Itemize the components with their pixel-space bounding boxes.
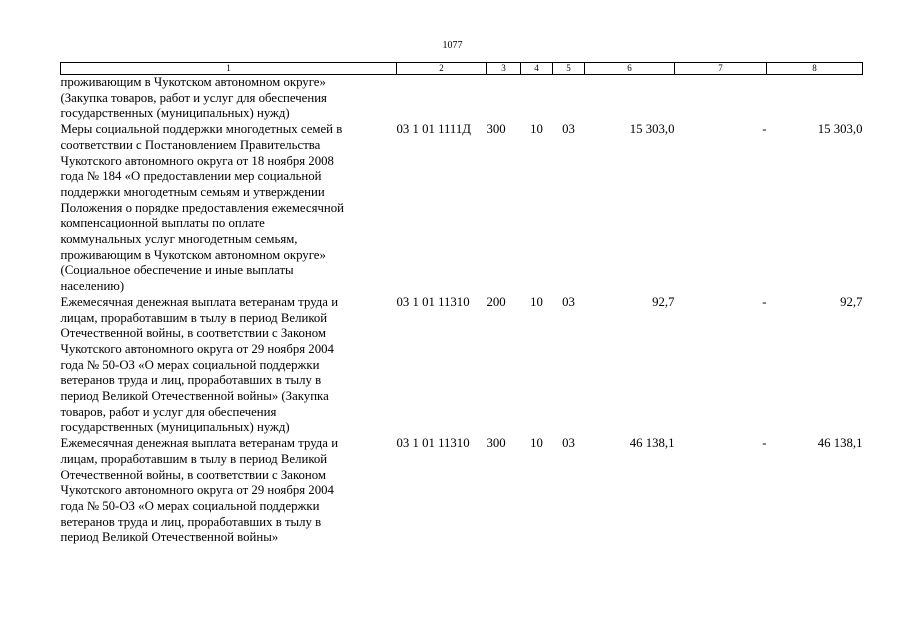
row-change: - (762, 294, 767, 309)
row-description: Меры социальной поддержки многодетных семей в соответствии с Постановлением Правительства Чукотского автономного округа от 18 ноября 2008 года № 184 «О предоставлении мер социальной поддержки многодетным семьям и утверждении Положения о порядке предоставления ежемесячной компенсационной выплаты по оплате коммунальных услуг многодетным семьям, проживающим в Чукотском автономном округе» (Социальное обеспечение и иные выплаты населению) (60, 122, 345, 294)
column-header-6: 6 (585, 63, 675, 75)
row-amount: 15 303,0 (629, 122, 675, 137)
header-row (61, 63, 863, 75)
row-amount: 92,7 (652, 294, 675, 309)
row-section: 10 (530, 436, 543, 451)
row-expense-type: 300 (486, 122, 506, 137)
budget-table (60, 62, 863, 546)
row-expense-type: 300 (486, 436, 506, 451)
column-header-3: 3 (487, 63, 521, 75)
row-total: 46 138,1 (817, 436, 863, 451)
column-header-5: 5 (553, 63, 585, 75)
row-description: Ежемесячная денежная выплата ветеранам труда и лицам, проработавшим в тылу в период Великой Отечественной войны, в соответствии с Законом Чукотского автономного округа от 29 ноября 2004 года № 50-ОЗ «О мерах социальной поддержки ветеранов труда и лиц, проработавших в тылу в период Великой Отечественной войны» (Закупка товаров, работ и услуг для обеспечения государственных (муниципальных) нужд) (60, 294, 339, 435)
column-header-8: 8 (767, 63, 863, 75)
row-expense-type: 200 (486, 294, 506, 309)
row-code: 03 1 01 11310 (396, 436, 470, 451)
row-code: 03 1 01 1111Д (396, 122, 471, 137)
row-code: 03 1 01 11310 (396, 294, 470, 309)
row-total: 15 303,0 (817, 122, 863, 137)
column-header-1: 1 (61, 63, 397, 75)
table-row (61, 436, 863, 546)
row-subsection: 03 (562, 122, 575, 137)
row-description: проживающим в Чукотском автономном округе» (Закупка товаров, работ и услуг для обеспечения государственных (муниципальных) нужд) (60, 75, 327, 121)
row-change: - (762, 436, 767, 451)
row-total: 92,7 (840, 294, 863, 309)
column-header-2: 2 (397, 63, 487, 75)
row-section: 10 (530, 122, 543, 137)
row-change: - (762, 122, 767, 137)
table-row (61, 122, 863, 295)
continuation-row (61, 75, 863, 123)
column-header-7: 7 (675, 63, 767, 75)
page-number: 1077 (442, 40, 463, 51)
row-amount: 46 138,1 (629, 436, 675, 451)
row-subsection: 03 (562, 436, 575, 451)
table-row (61, 295, 863, 436)
row-subsection: 03 (562, 294, 575, 309)
row-description: Ежемесячная денежная выплата ветеранам труда и лицам, проработавшим в тылу в период Великой Отечественной войны, в соответствии с Законом Чукотского автономного округа от 29 ноября 2004 года № 50-ОЗ «О мерах социальной поддержки ветеранов труда и лиц, проработавших в тылу в период Великой Отечественной войны» (60, 436, 339, 545)
column-header-4: 4 (521, 63, 553, 75)
row-section: 10 (530, 294, 543, 309)
